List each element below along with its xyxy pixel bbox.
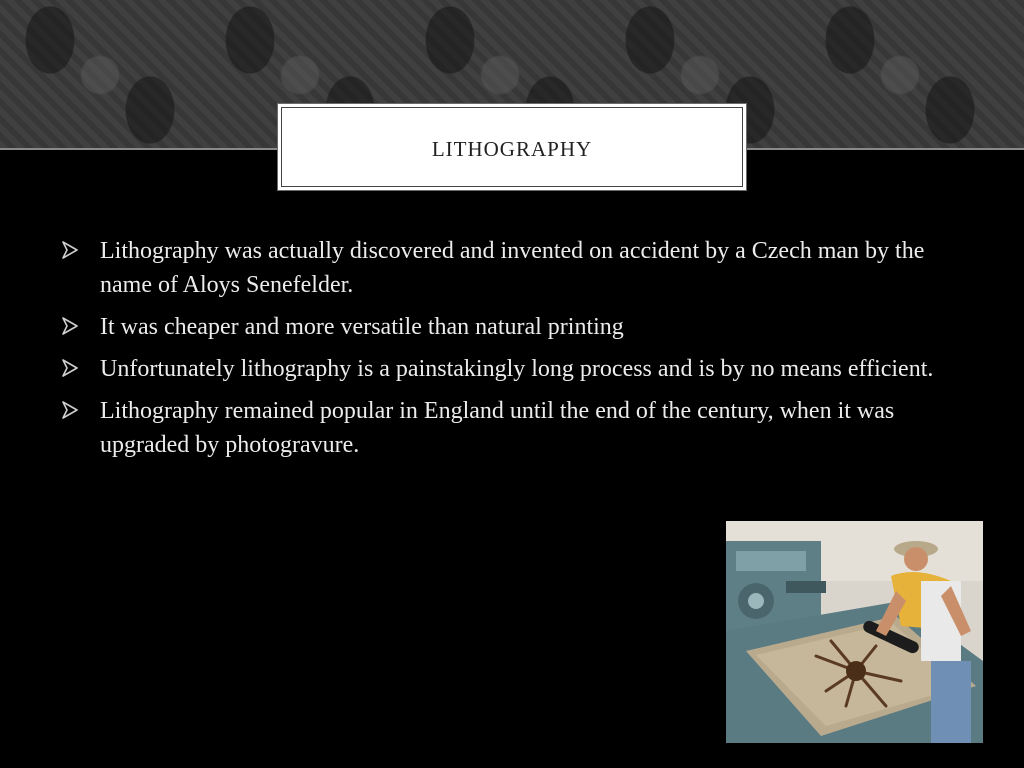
bullet-text: Lithography was actually discovered and invented on accident by a Czech man by the name of Aloys Senefelder. — [100, 238, 925, 298]
arrow-bullet-icon — [62, 352, 90, 386]
bullet-item — [62, 352, 962, 386]
bullet-text: It was cheaper and more versatile than natural printing — [100, 314, 624, 340]
arrow-bullet-icon — [62, 394, 90, 428]
bullet-item — [62, 310, 962, 344]
arrow-bullet-icon — [62, 234, 90, 268]
slide-title: LITHOGRAPHY — [431, 137, 593, 161]
arrow-bullet-icon — [62, 310, 90, 344]
bullet-item — [62, 234, 962, 302]
bullet-text: Lithography remained popular in England until the end of the century, when it was upgraded by photogravure. — [100, 398, 895, 458]
lithography-press-photo — [726, 521, 983, 743]
title-box — [277, 103, 747, 191]
bullet-text: Unfortunately lithography is a painstakingly long process and is by no means efficient. — [100, 356, 934, 382]
bullet-list — [62, 234, 962, 470]
bullet-item — [62, 394, 962, 462]
